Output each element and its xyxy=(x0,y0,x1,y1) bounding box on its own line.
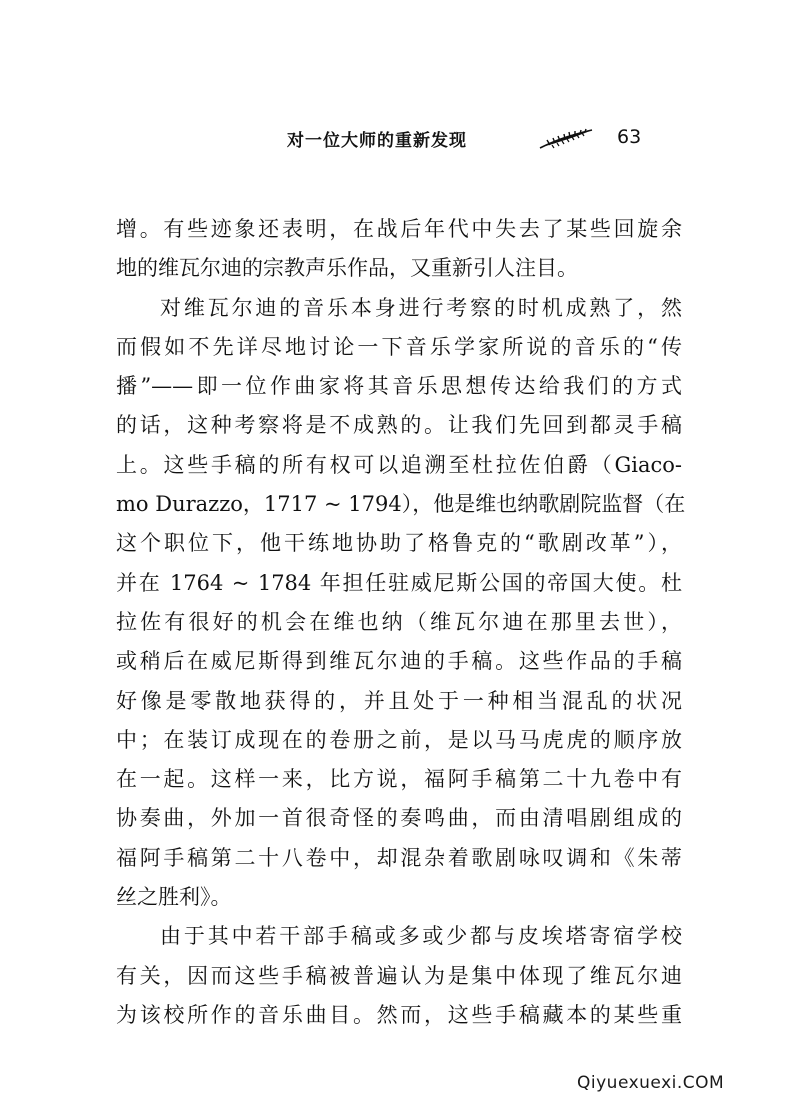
site-watermark: Qiyuexuexi.COM xyxy=(577,1073,725,1093)
text-line: 有关，因而这些手稿被普遍认为是集中体现了维瓦尔迪 xyxy=(116,963,682,988)
text-line: 增。有些迹象还表明，在战后年代中失去了某些回旋余 xyxy=(116,217,682,241)
running-head-title: 对一位大师的重新发现 xyxy=(287,131,467,151)
text-line: 拉佐有很好的机会在维也纳（维瓦尔迪在那里去世）， xyxy=(116,609,682,634)
text-line: 丝之胜利》。 xyxy=(116,885,232,910)
text-line: 协奏曲，外加一首很奇怪的奏鸣曲，而由清唱剧组成的 xyxy=(116,806,682,831)
text-line: 而假如不先详尽地讨论一下音乐学家所说的音乐的“传 xyxy=(116,334,682,359)
text-line: 地的维瓦尔迪的宗教声乐作品，又重新引人注目。 xyxy=(116,256,578,281)
page-number: 63 xyxy=(617,126,642,148)
text-line: 这个职位下，他干练地协助了格鲁克的“歌剧改革”）， xyxy=(116,531,682,556)
text-line: 福阿手稿第二十八卷中，却混杂着歌剧咏叹调和《朱蒂 xyxy=(116,845,682,870)
text-line: 中；在装订成现在的卷册之前，是以马马虎虎的顺序放 xyxy=(116,727,682,752)
text-line: 对维瓦尔迪的音乐本身进行考察的时机成熟了，然 xyxy=(160,295,682,320)
text-line: 由于其中若干部手稿或多或少都与皮埃塔寄宿学校 xyxy=(160,924,682,949)
running-header xyxy=(0,124,794,154)
text-line: 并在 1764 ~ 1784 年担任驻威尼斯公国的帝国大使。杜 xyxy=(116,570,682,595)
text-line: 播”——即一位作曲家将其音乐思想传达给我们的方式 xyxy=(116,374,682,399)
text-line: 好像是零散地获得的，并且处于一种相当混乱的状况 xyxy=(116,688,682,713)
quill-ornament-icon xyxy=(538,128,594,150)
text-line: 或稍后在威尼斯得到维瓦尔迪的手稿。这些作品的手稿 xyxy=(116,649,682,674)
body-text xyxy=(116,210,686,1035)
text-line: 的话，这种考察将是不成熟的。让我们先回到都灵手稿 xyxy=(116,413,682,438)
text-line: 在一起。这样一来，比方说，福阿手稿第二十九卷中有 xyxy=(116,767,682,792)
text-line: mo Durazzo，1717 ~ 1794），他是维也纳歌剧院监督（在 xyxy=(116,492,686,517)
text-line: 上。这些手稿的所有权可以追溯至杜拉佐伯爵（Giaco- xyxy=(116,452,682,477)
text-line: 为该校所作的音乐曲目。然而，这些手稿藏本的某些重 xyxy=(116,1002,682,1027)
